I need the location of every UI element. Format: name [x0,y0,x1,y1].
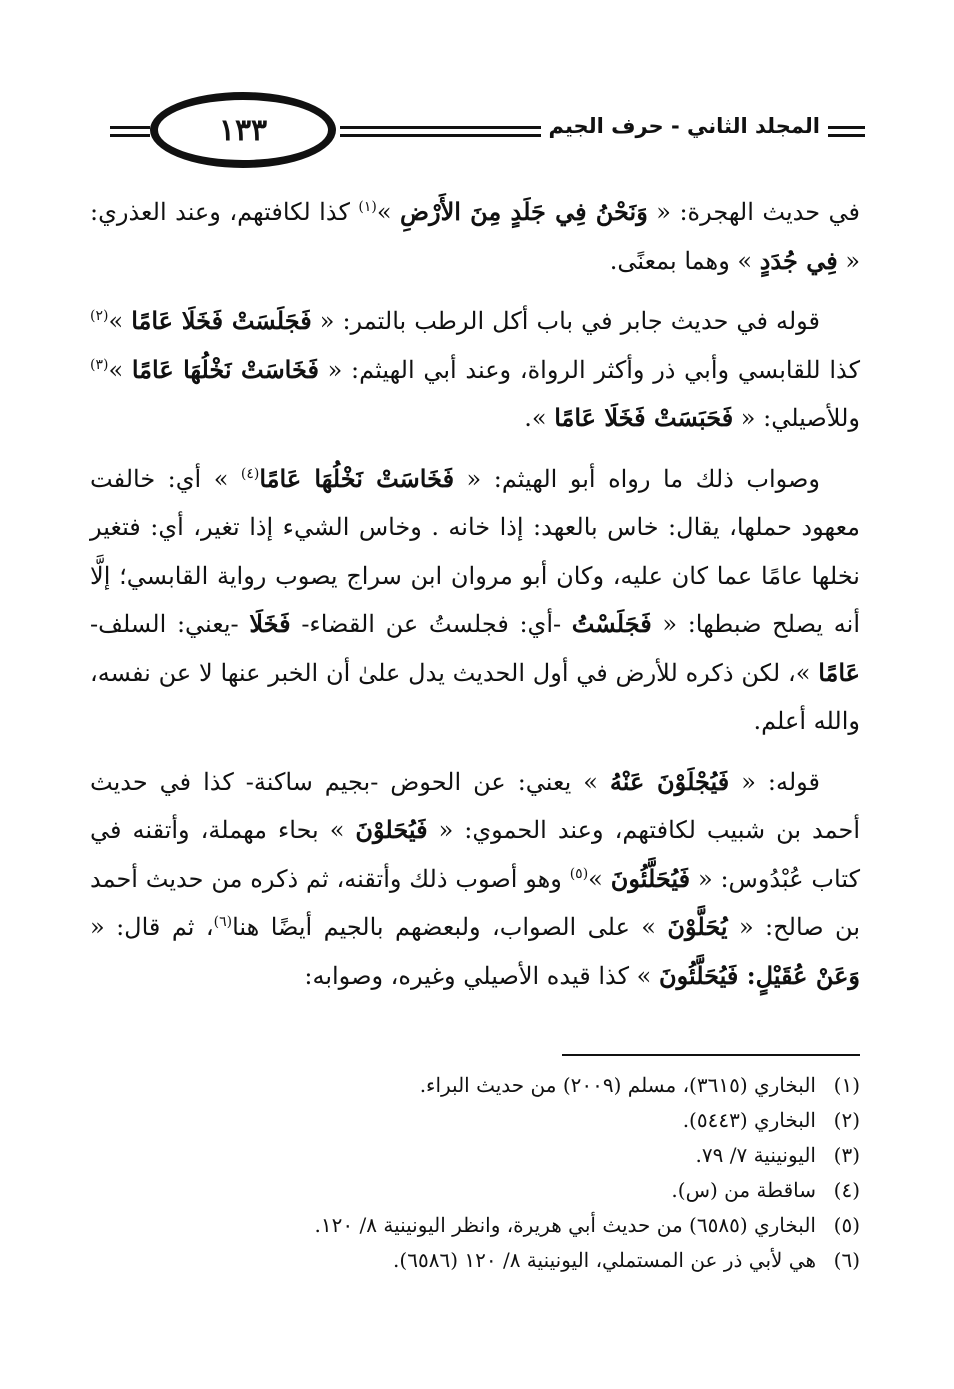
footnote-ref: (٤) [240,465,260,482]
footnotes [100,1068,860,1278]
text-run: » [108,355,132,384]
paragraph-3 [90,455,860,746]
footnote-ref: (٢) [90,308,109,324]
text-run: » بحاء مهملة، وأتقنه في كتاب عُبْدُوس: « [90,816,860,893]
quoted-phrase: فَيُحَلوْنَ [355,815,428,844]
text-run: » أي: خالفت معهود حملها، يقال: خاس بالعهد: إذا خانه . وخاس الشيء إذا تغير، أي: فتغير نخلها عامًا عما كان عليه، وكان أبو مروان ابن سراج يصوب رواية القابسي؛ إلَّا أنه يصلح ضبطها: « [90,464,860,638]
text-run: في حديث الهجرة: « [647,198,861,226]
footnote-separator [562,1054,860,1056]
paragraph-1 [90,188,860,285]
paragraph-4 [90,758,860,1001]
footnote-number: (٣) [833,1143,860,1167]
footnote [100,1243,860,1278]
footnote [100,1068,860,1103]
quoted-phrase: وَنَحْنُ فِي جَلَدٍ مِنَ الأَرْضِ [400,197,648,226]
footnote [100,1208,860,1243]
text-run: ». [524,404,555,432]
quoted-phrase: فَيُحَلَّئُونَ [610,863,691,893]
footnote-text: هي لأبي ذر عن المستملي، اليونينية ٨/ ١٢٠ (٦٥٨٦). [393,1248,816,1272]
quoted-phrase: فَجَلَسْتُ [571,609,652,638]
text-run: » [108,307,132,335]
quoted-phrase: فَخَاسَتْ نَخْلُهَا عَامًا [259,463,455,493]
text-run: »، لكن ذكره للأرض في أول الحديث يدل علىٰ أن الخبر عنها لا عن نفسه، والله أعلم. [90,658,860,735]
quoted-phrase: عَامًا [818,657,860,687]
text-run: -يعني: السلف- [90,610,250,638]
text-run: -أي: فجلستُ عن القضاء- [290,610,572,638]
text-run: ، ثم قال: « [90,913,214,941]
footnote-ref: (٦) [213,914,233,930]
main-text [90,188,860,1012]
footnote [100,1173,860,1208]
text-run: كذا للقابسي وأبي ذر وأكثر الرواة، وعند أبي الهيثم: « [318,355,861,384]
text-run: » وهما بمعنًى. [609,246,760,275]
footnote-number: (٦) [833,1248,860,1272]
footnote-text: ساقطة من (س). [671,1178,816,1202]
footnote-text: البخاري (٣٦١٥)، مسلم (٢٠٠٩) من حديث البراء. [419,1073,816,1097]
quoted-phrase: فَخَاسَتْ نَخْلُهَا عَامًا [131,354,319,384]
quoted-phrase: فَحَبَسَتْ فَخَلَا عَامًا [554,403,734,432]
quoted-phrase: وَعَنْ عُقَيْلٍ: فَيُحَلَّئُونَ [658,960,860,990]
text-run: قوله: « [729,767,820,796]
footnote-number: (٤) [833,1178,860,1202]
text-run: وصواب ذلك ما رواه أبو الهيثم: « [454,464,820,493]
text-run: قوله في حديث جابر في باب أكل الرطب بالتمر: « [311,307,821,335]
footnote-ref: (٣) [90,356,109,373]
page-number: ١٣٣ [150,92,336,168]
text-run: كذا لكافتهم، وعند العذري: « [90,198,860,275]
page-header [110,90,870,180]
text-run: » يعني: عن الحوض -بجيم ساكنة- كذا في حديث أحمد بن شبيب لكافتهم، وعند الحموي: « [90,767,860,844]
text-run: » كذا قيده الأصيلي وغيره، وصوابه: [304,961,659,990]
quoted-phrase: فَجَلَسَتْ فَخَلَا عَامًا [131,306,312,335]
footnote-text: البخاري (٥٤٤٣). [682,1108,816,1132]
header-rule-left [110,126,150,137]
quoted-phrase: فَيُجْلَوْنَ عَنْهُ [609,766,730,796]
text-run: وللأصيلي: « [733,404,860,432]
quoted-phrase: فَخَلَا [249,609,291,638]
text-run: وهو أصوب ذلك وأتقنه، ثم ذكره من حديث أحمد بن صالح: « [90,864,860,941]
running-head: المجلد الثاني - حرف الجيم [541,114,828,138]
footnote [100,1138,860,1173]
footnote [100,1103,860,1138]
footnote-ref: (٥) [569,865,589,882]
text-run: » على الصواب، ولبعضهم بالجيم أيضًا هنا [232,913,668,941]
text-run: » [376,198,400,226]
quoted-phrase: يُحَلَّوْنَ [667,912,728,941]
text-run: » [588,864,611,893]
footnote-ref: (١) [358,199,377,215]
footnote-text: اليونينية ٧/ ٧٩. [695,1143,816,1167]
footnote-number: (٥) [833,1213,860,1237]
footnote-number: (٢) [833,1108,860,1132]
paragraph-2 [90,297,860,443]
quoted-phrase: فِي جُدَدٍ [759,245,838,275]
footnote-text: البخاري (٦٥٨٥) من حديث أبي هريرة، وانظر اليونينية ٨/ ١٢٠. [314,1213,816,1237]
footnote-number: (١) [833,1073,860,1097]
